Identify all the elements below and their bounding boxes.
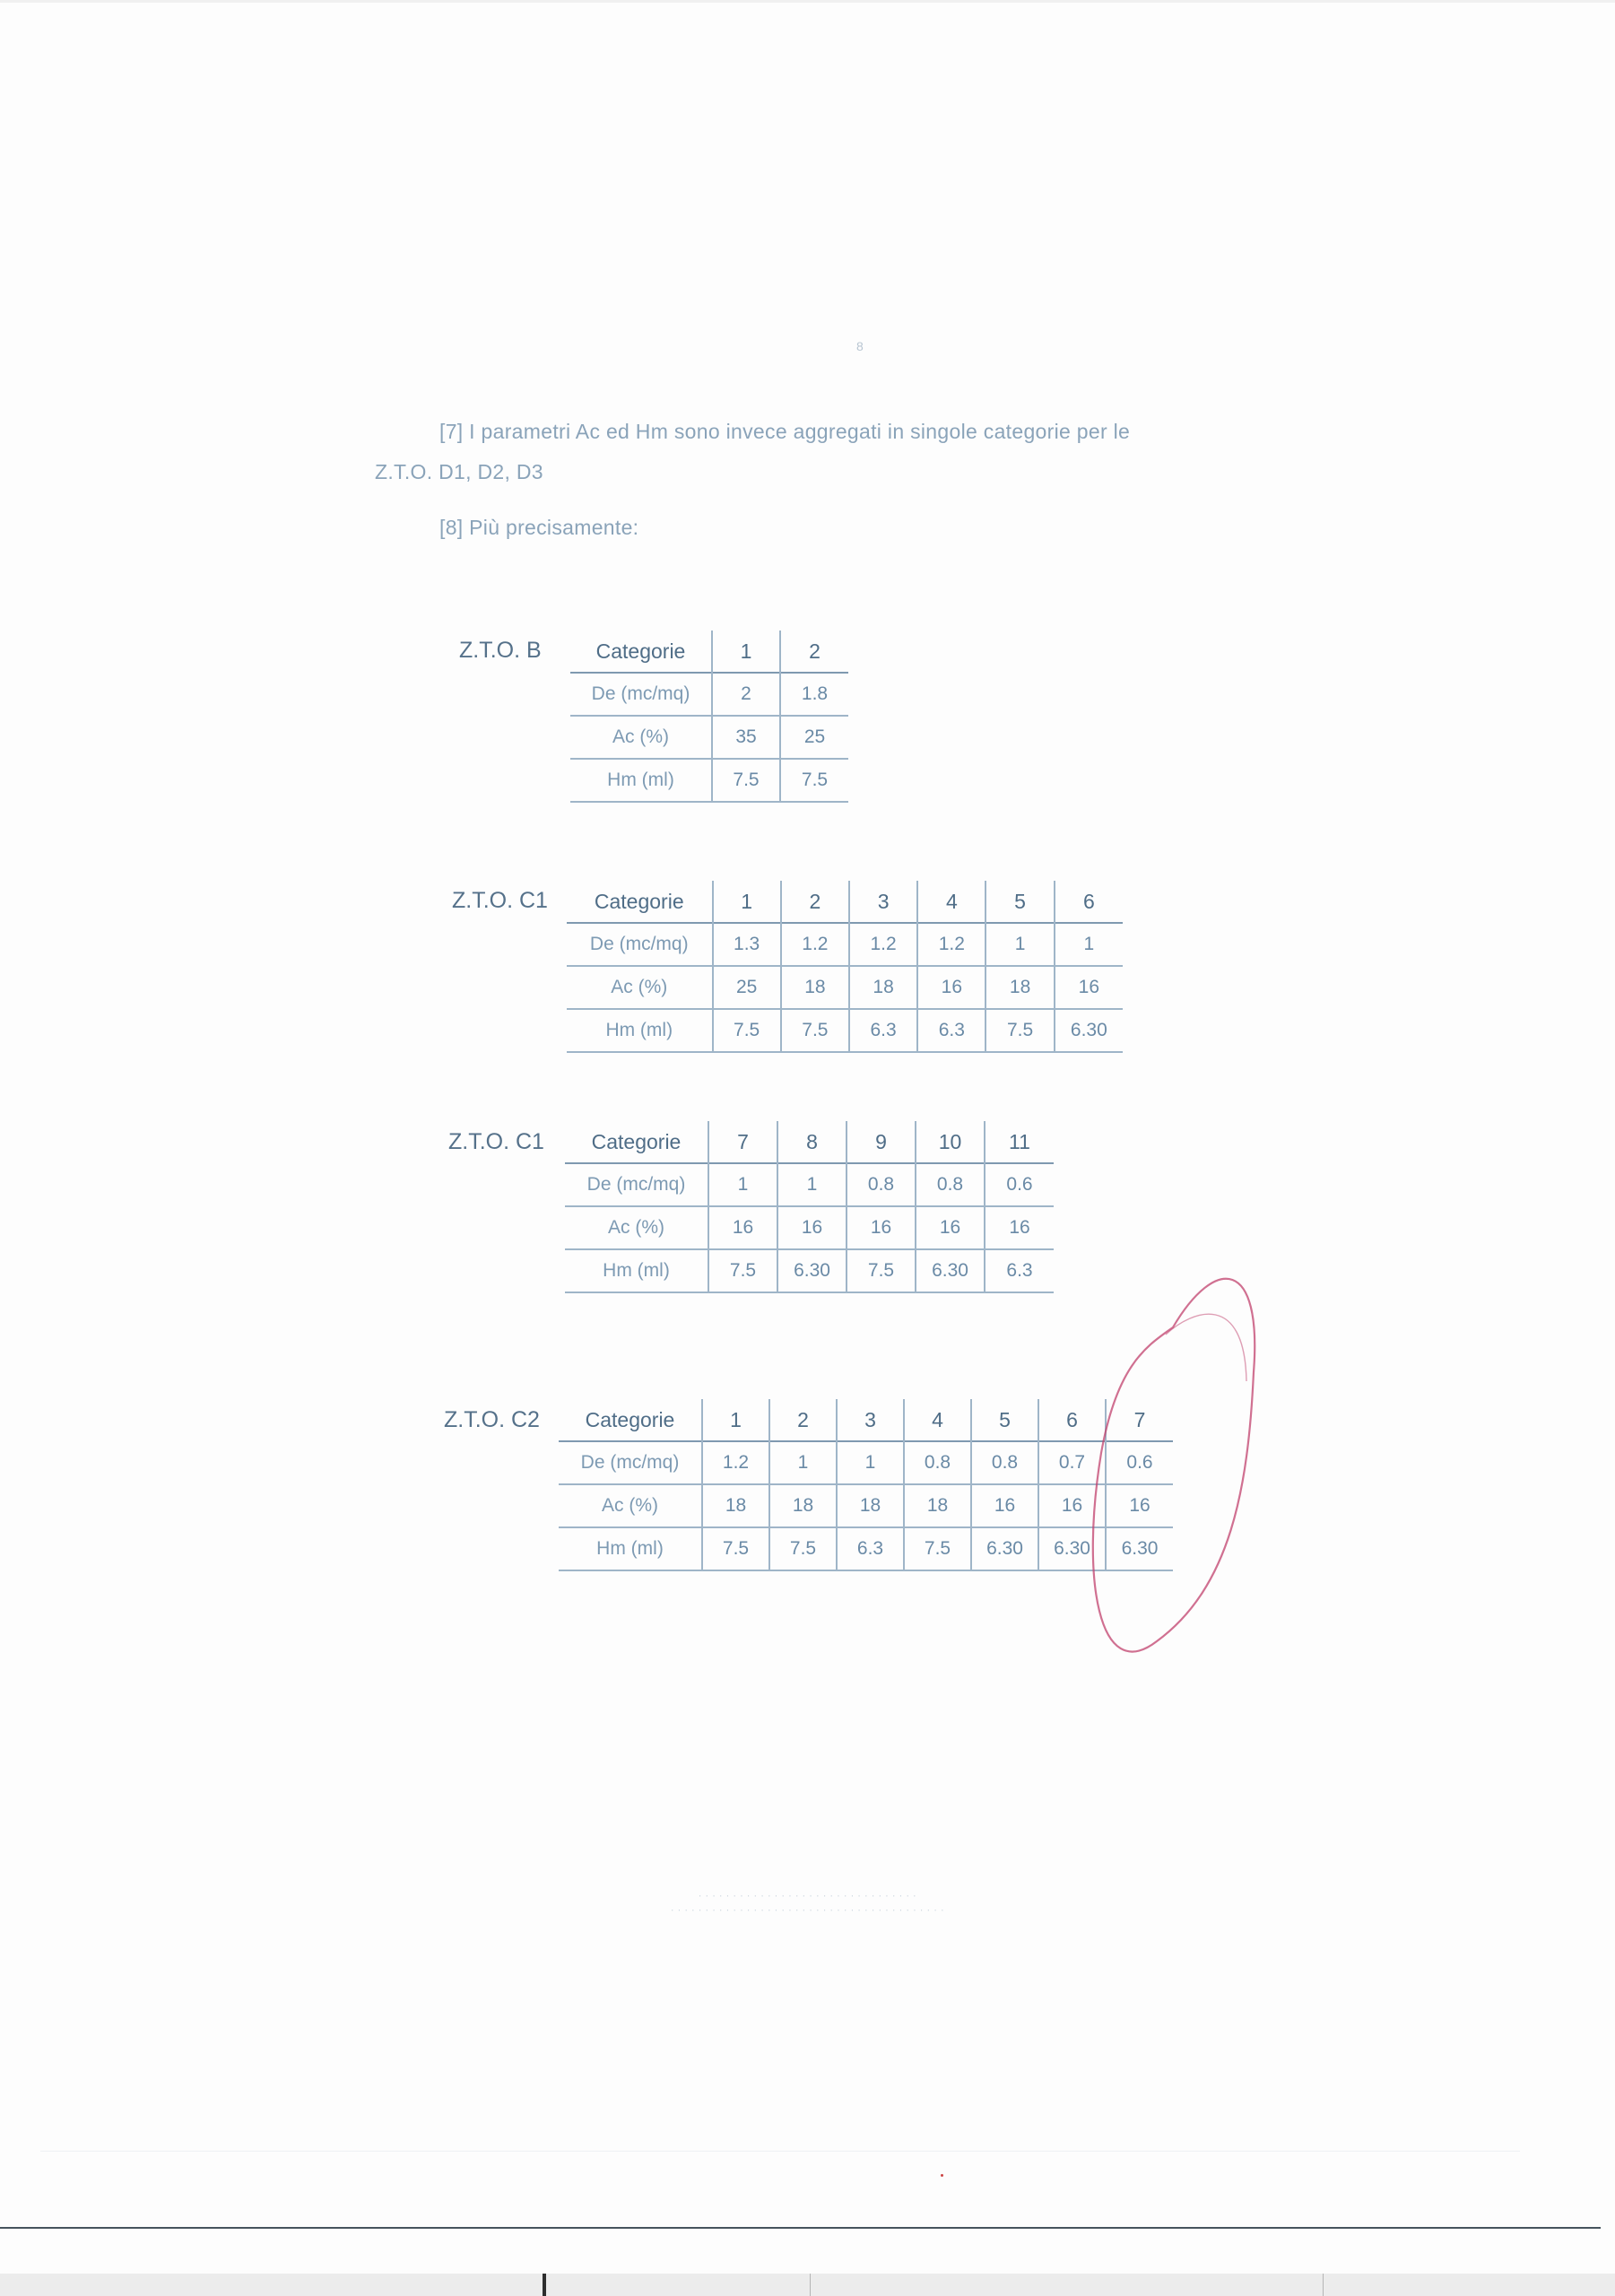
hm-label: Hm (ml) [603, 1260, 670, 1281]
ac-label: Ac (%) [612, 726, 669, 747]
paragraph-7-line-2: Z.T.O. D1, D2, D3 [375, 460, 543, 483]
footer-line-2: · · · · · · · · · · · · · · · · · · · · · · · · · · · · · · · · · · · · · · · · [670, 1905, 945, 1916]
categories-row [567, 881, 1123, 923]
de-value-cell: 1.8 [780, 673, 848, 716]
zto-c1-label-continued: Z.T.O. C1 [448, 1129, 544, 1154]
zto-c1-label: Z.T.O. C1 [452, 888, 548, 913]
de-value-cell: 0.6 [985, 1163, 1054, 1206]
de-value-cell: 1 [985, 923, 1054, 966]
de-value-cell: 0.7 [1038, 1441, 1106, 1484]
zto-c1-table-2 [565, 1121, 1054, 1293]
categories-row [565, 1121, 1054, 1163]
hm-value-cell: 6.30 [1055, 1009, 1123, 1052]
category-header-cell: 9 [847, 1121, 916, 1163]
categorie-label: Categorie [595, 639, 686, 663]
ac-value-cell: 18 [837, 1484, 904, 1527]
scan-top-edge [0, 0, 1615, 3]
ac-value-cell: 18 [904, 1484, 971, 1527]
categorie-label: Categorie [591, 1129, 682, 1153]
category-header-cell: 1 [712, 631, 780, 673]
hm-label: Hm (ml) [596, 1538, 664, 1559]
hm-value-cell: 6.30 [916, 1249, 985, 1292]
de-label: De (mc/mq) [580, 1452, 680, 1473]
hm-value-cell: 7.5 [708, 1249, 777, 1292]
hm-label: Hm (ml) [605, 1020, 673, 1040]
hm-value-cell: 6.3 [849, 1009, 917, 1052]
ac-row [570, 716, 848, 759]
hm-value-cell: 7.5 [985, 1009, 1054, 1052]
ac-value-cell: 16 [847, 1206, 916, 1249]
de-value-cell: 1.3 [713, 923, 781, 966]
de-value-cell: 2 [712, 673, 780, 716]
binder-mark [543, 2274, 546, 2296]
ac-value-cell: 16 [917, 966, 985, 1009]
red-speck [941, 2174, 943, 2177]
category-header-cell: 6 [1038, 1399, 1106, 1441]
de-value-cell: 0.8 [904, 1441, 971, 1484]
hm-value-cell: 7.5 [712, 759, 780, 802]
category-header-cell: 3 [849, 881, 917, 923]
de-row [565, 1163, 1054, 1206]
categorie-label: Categorie [594, 889, 684, 913]
ac-value-cell: 16 [1038, 1484, 1106, 1527]
de-value-cell: 1 [708, 1163, 777, 1206]
hm-label: Hm (ml) [607, 770, 674, 790]
de-label: De (mc/mq) [589, 934, 689, 954]
ac-label: Ac (%) [602, 1495, 658, 1516]
page-bottom-rule [0, 2227, 1601, 2229]
ac-value-cell: 25 [780, 716, 848, 759]
category-header-cell: 3 [837, 1399, 904, 1441]
ac-value-cell: 18 [702, 1484, 769, 1527]
footer-line-1: · · · · · · · · · · · · · · · · · · · · · · · · · · · · · · · · [698, 1891, 917, 1901]
hm-row [559, 1527, 1173, 1570]
scan-bottom-band [0, 2274, 1615, 2296]
hm-value-cell: 6.3 [837, 1527, 904, 1570]
de-value-cell: 0.8 [916, 1163, 985, 1206]
ac-row [565, 1206, 1054, 1249]
hm-value-cell: 6.30 [777, 1249, 847, 1292]
zto-c1-table-1 [567, 881, 1123, 1053]
zto-b-label: Z.T.O. B [459, 638, 542, 663]
category-header-cell: 10 [916, 1121, 985, 1163]
hm-value-cell: 7.5 [904, 1527, 971, 1570]
de-value-cell: 1 [769, 1441, 837, 1484]
ac-value-cell: 18 [781, 966, 849, 1009]
ac-value-cell: 35 [712, 716, 780, 759]
de-row [570, 673, 848, 716]
category-header-cell: 2 [780, 631, 848, 673]
hm-value-cell: 7.5 [780, 759, 848, 802]
hm-value-cell: 7.5 [769, 1527, 837, 1570]
de-value-cell: 1 [837, 1441, 904, 1484]
de-value-cell: 1 [777, 1163, 847, 1206]
categories-row [559, 1399, 1173, 1441]
faint-rule [40, 2151, 1520, 2152]
de-label: De (mc/mq) [591, 683, 690, 704]
category-header-cell: 5 [985, 881, 1054, 923]
de-value-cell: 1 [1055, 923, 1123, 966]
de-value-cell: 0.8 [847, 1163, 916, 1206]
category-header-cell: 2 [769, 1399, 837, 1441]
band-divider [810, 2274, 811, 2296]
category-header-cell: 2 [781, 881, 849, 923]
ac-value-cell: 16 [985, 1206, 1054, 1249]
de-value-cell: 1.2 [702, 1441, 769, 1484]
de-row [559, 1441, 1173, 1484]
category-header-cell: 8 [777, 1121, 847, 1163]
de-row [567, 923, 1123, 966]
paragraph-7-line-1: [7] I parametri Ac ed Hm sono invece aggregati in singole categorie per le [439, 420, 1131, 443]
zto-c2-label: Z.T.O. C2 [444, 1407, 540, 1432]
category-header-cell: 4 [917, 881, 985, 923]
category-header-cell: 7 [708, 1121, 777, 1163]
hm-value-cell: 6.3 [917, 1009, 985, 1052]
category-header-cell: 5 [971, 1399, 1038, 1441]
ac-value-cell: 16 [1055, 966, 1123, 1009]
ac-row [567, 966, 1123, 1009]
category-header-cell: 1 [713, 881, 781, 923]
band-divider [1323, 2274, 1324, 2296]
hm-row [567, 1009, 1123, 1052]
hm-value-cell: 7.5 [702, 1527, 769, 1570]
hm-value-cell: 6.30 [1038, 1527, 1106, 1570]
zto-b-table [570, 631, 848, 803]
category-header-cell: 7 [1106, 1399, 1173, 1441]
ac-row [559, 1484, 1173, 1527]
categorie-label: Categorie [585, 1407, 675, 1431]
page-number: 8 [856, 339, 864, 353]
de-value-cell: 0.6 [1106, 1441, 1173, 1484]
ac-value-cell: 16 [916, 1206, 985, 1249]
category-header-cell: 4 [904, 1399, 971, 1441]
category-header-cell: 6 [1055, 881, 1123, 923]
categories-row [570, 631, 848, 673]
hm-row [565, 1249, 1054, 1292]
ac-label: Ac (%) [611, 977, 668, 997]
ac-value-cell: 16 [1106, 1484, 1173, 1527]
paragraph-8: [8] Più precisamente: [439, 516, 639, 539]
ac-value-cell: 18 [849, 966, 917, 1009]
de-value-cell: 1.2 [917, 923, 985, 966]
hm-row [570, 759, 848, 802]
hm-value-cell: 6.30 [1106, 1527, 1173, 1570]
hm-value-cell: 7.5 [781, 1009, 849, 1052]
category-header-cell: 1 [702, 1399, 769, 1441]
zto-c2-table [559, 1399, 1173, 1571]
hm-value-cell: 6.30 [971, 1527, 1038, 1570]
ac-value-cell: 16 [971, 1484, 1038, 1527]
ac-value-cell: 18 [769, 1484, 837, 1527]
ac-value-cell: 18 [985, 966, 1054, 1009]
hm-value-cell: 7.5 [713, 1009, 781, 1052]
de-label: De (mc/mq) [586, 1174, 686, 1195]
ac-label: Ac (%) [608, 1217, 664, 1238]
ac-value-cell: 25 [713, 966, 781, 1009]
de-value-cell: 0.8 [971, 1441, 1038, 1484]
hm-value-cell: 7.5 [847, 1249, 916, 1292]
de-value-cell: 1.2 [781, 923, 849, 966]
category-header-cell: 11 [985, 1121, 1054, 1163]
de-value-cell: 1.2 [849, 923, 917, 966]
ac-value-cell: 16 [708, 1206, 777, 1249]
ac-value-cell: 16 [777, 1206, 847, 1249]
hm-value-cell: 6.3 [985, 1249, 1054, 1292]
